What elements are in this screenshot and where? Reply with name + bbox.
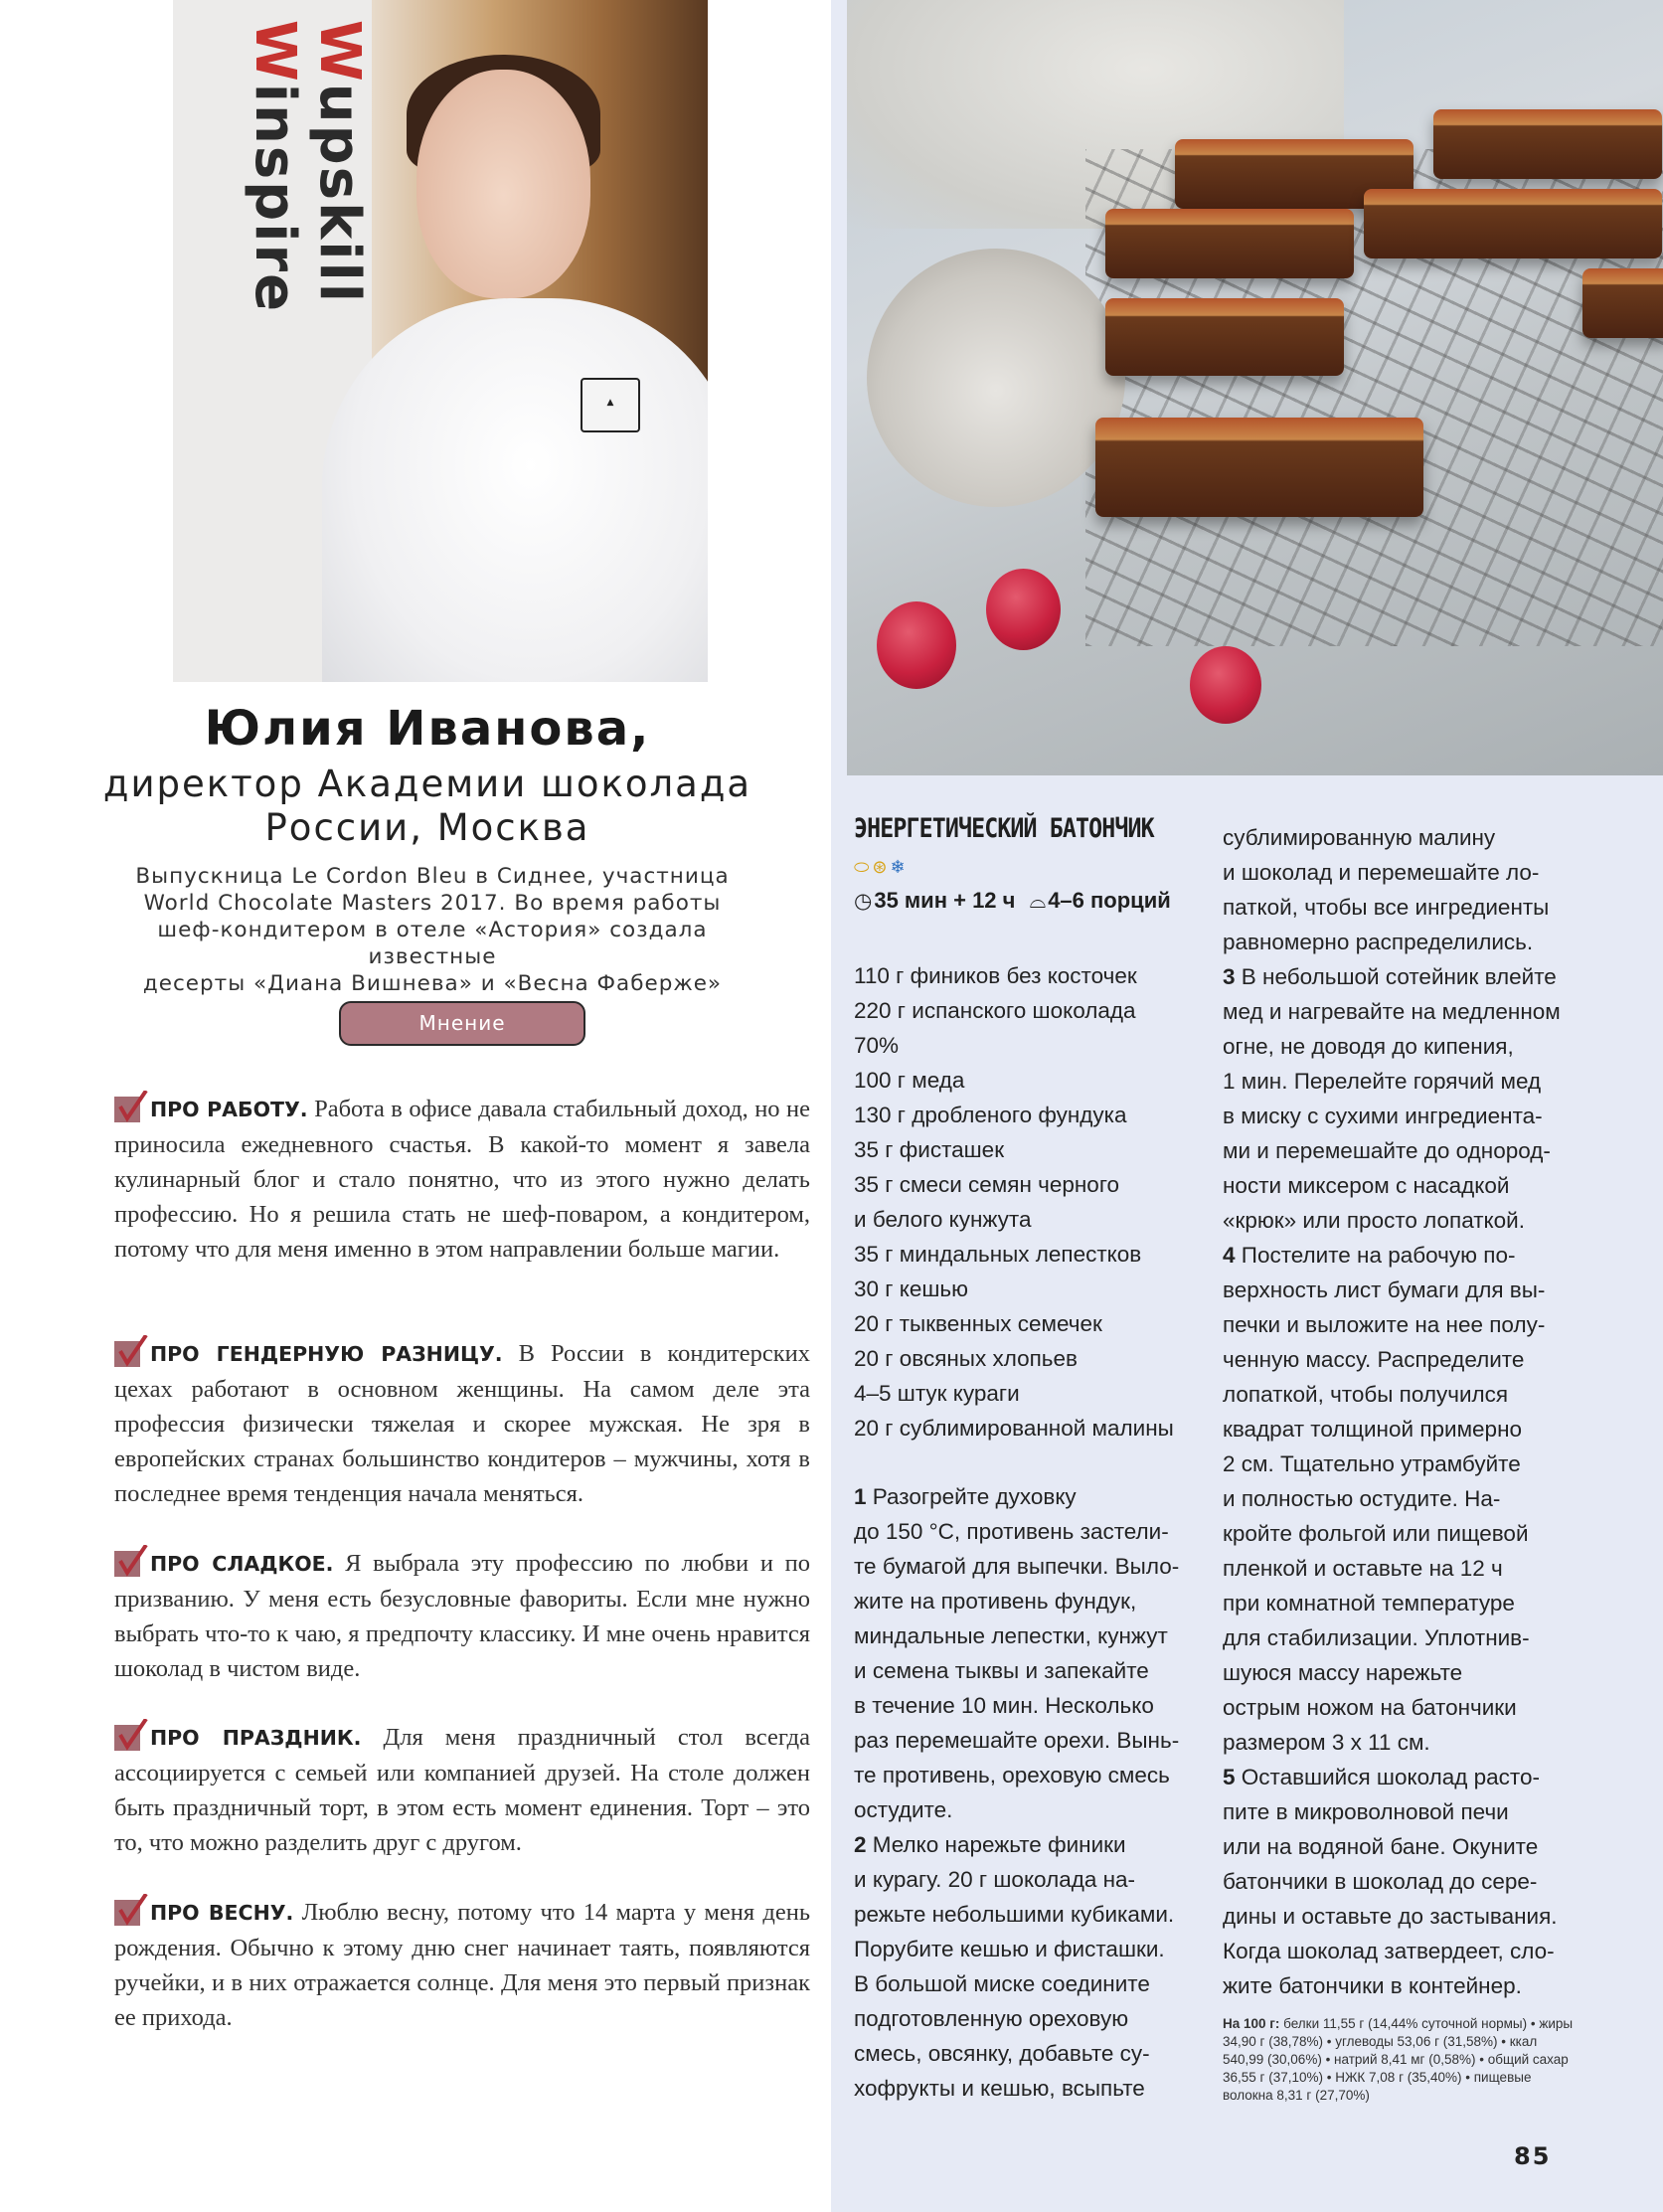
step-line <box>854 2001 1192 2036</box>
step-line <box>1223 820 1580 855</box>
bio-line: десерты «Диана Вишнева» и «Весна Фаберже» <box>142 971 723 996</box>
step-text: «крюк» или просто лопаткой. <box>1223 1208 1525 1233</box>
wall-lettering: Wupskill Winspire <box>243 20 372 314</box>
opinion-lead: ПРО РАБОТУ. <box>150 1098 308 1121</box>
step-text: дины и оставьте до застывания. <box>1223 1904 1558 1929</box>
step-text: раз перемешайте орехи. Вынь- <box>854 1728 1180 1753</box>
step-number: 1 <box>854 1484 867 1509</box>
step-line <box>1223 890 1580 925</box>
step-line <box>1223 1725 1580 1760</box>
step-line <box>854 1618 1192 1653</box>
snowflake-icon: ❄ <box>890 857 909 878</box>
step-line <box>1223 1099 1580 1133</box>
step-line <box>1223 1934 1580 1968</box>
step-number: 5 <box>1223 1765 1236 1789</box>
step-line <box>1223 855 1580 890</box>
step-line <box>1223 1481 1580 1516</box>
energy-bar <box>1095 418 1423 517</box>
step-line <box>854 1792 1192 1827</box>
step-line <box>854 1479 1192 1514</box>
step-line <box>1223 1968 1580 2003</box>
step-line <box>1223 1238 1580 1273</box>
step-line <box>854 1932 1192 1966</box>
opinion-lead: ПРО ГЕНДЕРНУЮ РАЗНИЦУ. <box>150 1342 503 1366</box>
page-number: 85 <box>1514 2142 1552 2170</box>
profile-header <box>80 701 775 850</box>
servings-icon: ⌓ <box>1029 890 1047 913</box>
coat-patch: ▲ <box>581 378 640 432</box>
nutrition-info <box>1223 2015 1580 2105</box>
step-line <box>854 1827 1192 1862</box>
recipe-photo <box>847 0 1663 775</box>
step-text: пленкой и оставьте на 12 ч <box>1223 1556 1503 1581</box>
step-text: остудите. <box>854 1797 953 1822</box>
step-line <box>1223 1586 1580 1620</box>
step-line <box>854 1758 1192 1792</box>
ingredients-list <box>854 958 1212 1446</box>
step-text: мед и нагревайте на медленном <box>1223 999 1561 1024</box>
ingredient: 35 г смеси семян черного <box>854 1172 1120 1197</box>
step-line <box>854 2071 1192 2106</box>
bio-line: World Chocolate Masters 2017. Во время работы <box>143 891 722 916</box>
ingredient: 30 г кешью <box>854 1276 968 1301</box>
step-line <box>1223 1377 1580 1412</box>
opinion-paragraph <box>114 1091 810 1267</box>
diet-icons <box>854 857 909 878</box>
step-text: жите батончики в контейнер. <box>1223 1973 1522 1998</box>
step-text: и курагу. 20 г шоколада на- <box>854 1867 1136 1892</box>
opinion-paragraph <box>114 1719 810 1860</box>
step-text: верхность лист бумаги для вы- <box>1223 1277 1546 1302</box>
step-text: печки и выложите на нее полу- <box>1223 1312 1546 1337</box>
checkmark-icon <box>114 1545 148 1577</box>
step-text: в течение 10 мин. Несколько <box>854 1693 1154 1718</box>
step-text: сублимированную малину <box>1223 825 1496 850</box>
step-text: хофрукты и кешью, всыпьте <box>854 2076 1145 2101</box>
opinion-text: Для меня праздничный стол всегда ассоциируется с семьей или компанией друзей. На столе должен быть праздничный торт, в этом есть момент единения. Торт – это то, что можно разделить друг с другом. <box>114 1724 810 1856</box>
step-text: жите на противень фундук, <box>854 1589 1137 1614</box>
step-number: 4 <box>1223 1243 1236 1268</box>
step-text: и шоколад и перемешайте ло- <box>1223 860 1540 885</box>
step-line <box>1223 1342 1580 1377</box>
step-text: и семена тыквы и запекайте <box>854 1658 1149 1683</box>
step-line <box>1223 1516 1580 1551</box>
ingredient: 100 г меда <box>854 1068 965 1093</box>
step-text: 2 см. Тщательно утрамбуйте <box>1223 1451 1521 1476</box>
step-text: Мелко нарежьте финики <box>866 1832 1126 1857</box>
ingredient: 35 г фисташек <box>854 1137 1005 1162</box>
profile-name: Юлия Иванова, <box>204 701 651 757</box>
step-text: Постелите на рабочую по- <box>1235 1243 1516 1268</box>
step-text: режьте небольшими кубиками. <box>854 1902 1175 1927</box>
profile-role-line2: России, Москва <box>264 806 590 849</box>
bio-line: Выпускница Le Cordon Bleu в Сиднее, участница <box>135 864 730 889</box>
step-line <box>1223 1273 1580 1307</box>
step-line <box>854 1688 1192 1723</box>
bio-line: шеф-кондитером в отеле «Астория» создала известные <box>157 918 708 969</box>
step-text: до 150 °С, противень застели- <box>854 1519 1169 1544</box>
step-text: Порубите кешью и фисташки. <box>854 1937 1165 1961</box>
step-text: подготовленную ореховую <box>854 2006 1129 2031</box>
step-text: те бумагой для выпечки. Выло- <box>854 1554 1180 1579</box>
step-line <box>1223 1864 1580 1899</box>
step-line <box>1223 959 1580 994</box>
energy-bar <box>1105 298 1344 376</box>
step-text: Разогрейте духовку <box>866 1484 1077 1509</box>
step-line <box>854 1897 1192 1932</box>
step-text: шуюся массу нарежьте <box>1223 1660 1463 1685</box>
step-line <box>854 2036 1192 2071</box>
egg-free-icon: ⬭ <box>854 857 873 878</box>
recipe-servings: 4–6 порций <box>1048 888 1171 913</box>
opinion-text: Я выбрала эту профессию по любви и по призванию. У меня есть безусловные фавориты. Если мне нужно выбрать что-то к чаю, я предпочту классику. И мне очень нравится шоколад в чистом виде. <box>114 1550 810 1682</box>
ingredient: 20 г овсяных хлопьев <box>854 1346 1078 1371</box>
step-text: В большой миске соедините <box>854 1971 1150 1996</box>
profile-bio <box>109 863 755 997</box>
recipe-steps-right <box>1223 820 1580 2003</box>
ingredient: 20 г тыквенных семечек <box>854 1311 1102 1336</box>
opinion-text: Люблю весну, потому что 14 марта у меня день рождения. Обычно к этому дню снег начинает таять, появляются ручейки, и в них отражается солнце. Для меня это первый признак ее прихода. <box>114 1899 811 2031</box>
ingredient: 20 г сублимированной малины <box>854 1416 1174 1441</box>
step-text: В небольшой сотейник влейте <box>1235 964 1557 989</box>
checkmark-icon <box>114 1335 148 1367</box>
ingredient: 220 г испанского шоколада <box>854 998 1136 1023</box>
step-text: при комнатной температуре <box>1223 1591 1515 1616</box>
step-line <box>1223 1203 1580 1238</box>
opinion-lead: ПРО СЛАДКОЕ. <box>150 1552 334 1576</box>
step-line <box>1223 1794 1580 1829</box>
step-text: лопаткой, чтобы получился <box>1223 1382 1509 1407</box>
step-text: ности миксером с насадкой <box>1223 1173 1510 1198</box>
step-line <box>854 1584 1192 1618</box>
step-number: 2 <box>854 1832 867 1857</box>
raspberry <box>1190 646 1261 724</box>
energy-bar <box>1364 189 1662 258</box>
energy-bar <box>1105 209 1354 278</box>
opinion-paragraph <box>114 1545 810 1686</box>
checkmark-icon <box>114 1091 148 1122</box>
ingredient: 110 г фиников без косточек <box>854 963 1137 988</box>
step-text: и полностью остудите. На- <box>1223 1486 1501 1511</box>
step-line <box>1223 1829 1580 1864</box>
step-line <box>1223 994 1580 1029</box>
step-line <box>1223 1690 1580 1725</box>
step-line <box>1223 1307 1580 1342</box>
ingredient: и белого кунжута <box>854 1207 1032 1232</box>
step-line <box>854 1862 1192 1897</box>
ingredient: 35 г миндальных лепестков <box>854 1242 1142 1267</box>
step-text: в миску с сухими ингредиента- <box>1223 1104 1543 1128</box>
opinion-tag: Мнение <box>339 1001 585 1046</box>
clock-icon: ◷ <box>854 890 873 913</box>
chef-coat <box>322 298 708 682</box>
step-line <box>854 1653 1192 1688</box>
raspberry <box>877 601 956 689</box>
step-text: огне, не доводя до кипения, <box>1223 1034 1514 1059</box>
step-line <box>1223 1064 1580 1099</box>
step-line <box>854 1966 1192 2001</box>
step-text: ченную массу. Распределите <box>1223 1347 1525 1372</box>
nutrition-text: белки 11,55 г (14,44% суточной нормы) • жиры 34,90 г (38,78%) • углеводы 53,06 г (31,58%) • ккал 540,99 (30,06%) • натрий 8,41 мг (0,58%) • общий сахар 36,55 г (37,10%) • НЖК 7,08 г (35,40%) • пищевые волокна 8,31 г (27,70%) <box>1223 2016 1574 2103</box>
step-text: для стабилизации. Уплотнив- <box>1223 1625 1530 1650</box>
step-text: те противень, ореховую смесь <box>854 1763 1170 1787</box>
opinion-paragraph <box>114 1335 810 1511</box>
step-text: батончики в шоколад до сере- <box>1223 1869 1538 1894</box>
step-line <box>1223 1029 1580 1064</box>
recipe-time: 35 мин + 12 ч <box>874 888 1016 913</box>
step-line <box>854 1549 1192 1584</box>
checkmark-icon <box>114 1719 148 1751</box>
step-text: острым ножом на батончики <box>1223 1695 1517 1720</box>
step-line <box>1223 1412 1580 1446</box>
step-text: миндальные лепестки, кунжут <box>854 1623 1168 1648</box>
step-text: Оставшийся шоколад расто- <box>1235 1765 1540 1789</box>
ingredient: 130 г дробленого фундука <box>854 1103 1127 1127</box>
step-line <box>1223 1620 1580 1655</box>
nut-icon: ⊛ <box>872 857 891 878</box>
opinion-lead: ПРО ВЕСНУ. <box>150 1901 294 1925</box>
portrait-photo <box>173 0 708 682</box>
step-line <box>1223 1133 1580 1168</box>
energy-bar <box>1433 109 1662 179</box>
step-text: ми и перемешайте до однород- <box>1223 1138 1551 1163</box>
step-text: кройте фольгой или пищевой <box>1223 1521 1529 1546</box>
nutrition-label: На 100 г: <box>1223 2016 1280 2031</box>
step-line <box>1223 1168 1580 1203</box>
step-line <box>1223 1551 1580 1586</box>
step-text: паткой, чтобы все ингредиенты <box>1223 895 1550 920</box>
step-line <box>1223 1899 1580 1934</box>
step-number: 3 <box>1223 964 1236 989</box>
face <box>416 70 590 298</box>
bowl <box>867 249 1125 507</box>
step-line <box>1223 1655 1580 1690</box>
step-text: или на водяной бане. Окуните <box>1223 1834 1539 1859</box>
step-text: Когда шоколад затвердеет, сло- <box>1223 1939 1555 1963</box>
step-line <box>1223 1446 1580 1481</box>
opinion-text: В России в кондитерских цехах работают в основном женщины. На самом деле эта профессия физически тяжелая и скорее мужская. Не зря в европейских странах большинство кондитеров – мужчины, хотя в последнее время тенденция начала меняться. <box>114 1340 811 1507</box>
opinion-text: Работа в офисе давала стабильный доход, но не приносила ежедневного счастья. В какой-то момент я завела кулинарный блог и стало понятно, что из этого нужно делать профессию. Но я решила стать не шеф-поваром, а кондитером, потому что для меня именно в этом направлении больше магии. <box>114 1096 811 1263</box>
opinion-paragraph <box>114 1894 810 2035</box>
recipe-title: ЭНЕРГЕТИЧЕСКИЙ БАТОНЧИК <box>854 813 1154 844</box>
recipe-steps-left <box>854 1479 1192 2106</box>
ingredient: 70% <box>854 1033 900 1058</box>
step-text: размером 3 х 11 см. <box>1223 1730 1430 1755</box>
opinion-lead: ПРО ПРАЗДНИК. <box>150 1726 362 1750</box>
checkmark-icon <box>114 1894 148 1926</box>
ingredient: 4–5 штук кураги <box>854 1381 1020 1406</box>
step-text: смесь, овсянку, добавьте су- <box>854 2041 1150 2066</box>
raspberry <box>986 569 1061 650</box>
step-text: пите в микроволновой печи <box>1223 1799 1509 1824</box>
step-line <box>1223 1760 1580 1794</box>
step-line <box>854 1514 1192 1549</box>
step-text: равномерно распределились. <box>1223 930 1534 954</box>
step-line <box>854 1723 1192 1758</box>
recipe-meta <box>854 888 1171 914</box>
step-line <box>1223 925 1580 959</box>
energy-bar <box>1582 268 1663 338</box>
step-text: квадрат толщиной примерно <box>1223 1417 1523 1442</box>
profile-role-line1: директор Академии шоколада <box>102 763 752 805</box>
step-text: 1 мин. Перелейте горячий мед <box>1223 1069 1542 1094</box>
